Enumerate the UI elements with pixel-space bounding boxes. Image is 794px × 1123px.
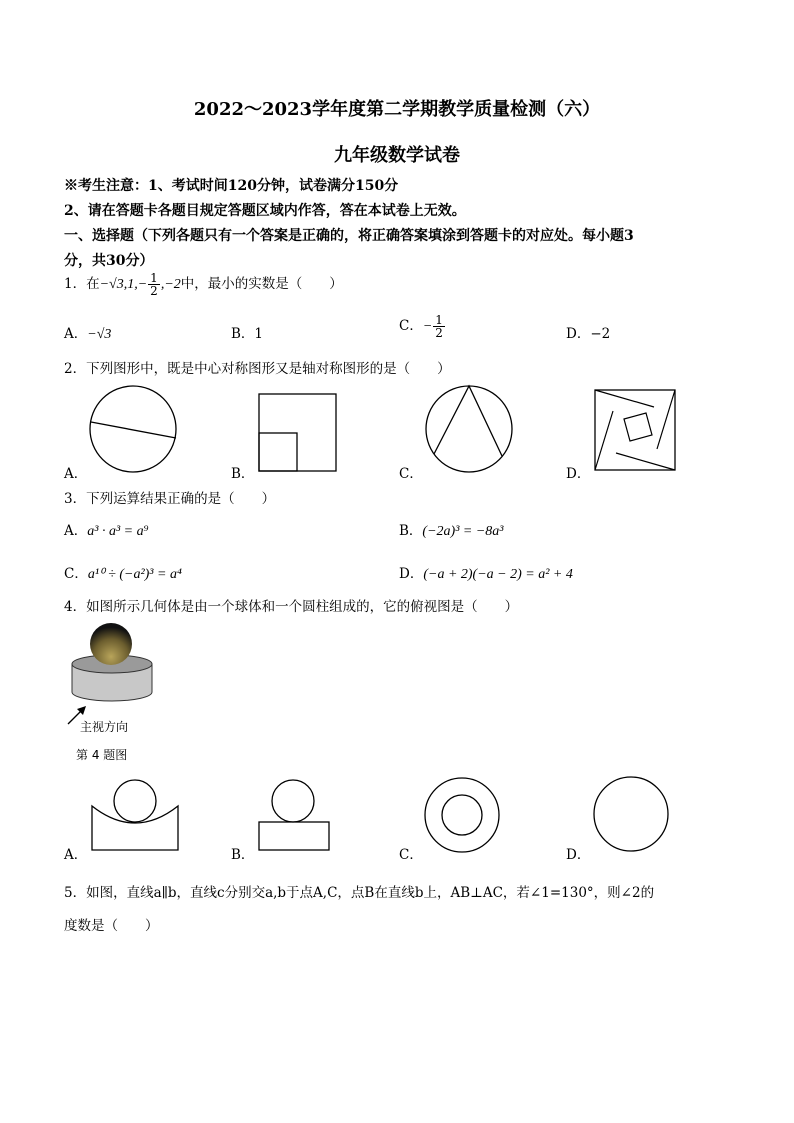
section-heading-line-1: 一、选择题（下列各题只有一个答案是正确的，将正确答案填涂到答题卡的对应处。每小题3 — [64, 228, 634, 244]
q4-option-d-figure — [592, 774, 672, 854]
q3-option-a: A．a³ · a³ = a⁹ — [64, 523, 149, 539]
q2-label-d: D． — [566, 466, 591, 482]
q1-option-b: B．1 — [231, 326, 264, 342]
section-heading-line-2: 分，共30分） — [64, 253, 154, 269]
q2-figure-b-nested-squares — [258, 393, 338, 473]
question-2-stem: 2．下列图形中，既是中心对称图形又是轴对称图形的是（ ） — [64, 361, 451, 377]
q3-option-b: B．(−2a)³ = −8a³ — [399, 523, 504, 539]
q2-figure-d-pinwheel-square — [594, 389, 678, 473]
q4-view-direction-label: 主视方向 — [80, 720, 129, 734]
q4-solid-figure — [62, 620, 162, 730]
q4-option-a-figure — [90, 778, 180, 854]
q1-option-d: D．−2 — [566, 326, 611, 342]
question-3-stem: 3．下列运算结果正确的是（ ） — [64, 491, 276, 507]
q3-option-d: D．(−a + 2)(−a − 2) = a² + 4 — [399, 566, 573, 582]
notice-line-1: ※考生注意：1、考试时间120分钟，试卷满分150分 — [64, 178, 399, 194]
q4-option-b-figure — [256, 778, 332, 854]
q2-figure-a-circle-chord — [88, 384, 178, 474]
exam-title: 2022～2023学年度第二学期教学质量检测（六） — [193, 99, 601, 120]
question-5-line-1: 5．如图，直线a∥b，直线c分别交a,b于点A,C，点B在直线b上，AB⊥AC，若∠1=130°，则∠2的 — [64, 885, 655, 901]
q4-label-d: D． — [566, 847, 591, 863]
exam-subtitle: 九年级数学试卷 — [334, 145, 460, 166]
q1-option-a: A．−√3 — [64, 326, 112, 342]
q2-label-c: C． — [399, 466, 423, 482]
q4-option-c-figure — [424, 776, 504, 856]
question-1-stem: 1．在−√3,1,− $\frac{1}{2}$ ,−2中，最小的实数是（ ） — [64, 271, 343, 298]
question-5-line-2: 度数是（ ） — [64, 918, 159, 934]
q2-figure-c-circle-triangle — [424, 384, 514, 474]
q4-label-c: C． — [399, 847, 423, 863]
q4-label-b: B． — [231, 847, 255, 863]
notice-line-2: 2、请在答题卡各题目规定答题区域内作答，答在本试卷上无效。 — [64, 203, 466, 219]
q1-option-c: C．− $\frac{1}{2}$ — [399, 313, 443, 340]
q3-option-c: C．a¹⁰ ÷ (−a²)³ = a⁴ — [64, 566, 182, 582]
q4-label-a: A． — [64, 847, 88, 863]
q2-label-a: A． — [64, 466, 88, 482]
q2-label-b: B． — [231, 466, 255, 482]
q4-figure-caption: 第 4 题图 — [76, 748, 128, 762]
question-4-stem: 4．如图所示几何体是由一个球体和一个圆柱组成的，它的俯视图是（ ） — [64, 599, 519, 615]
